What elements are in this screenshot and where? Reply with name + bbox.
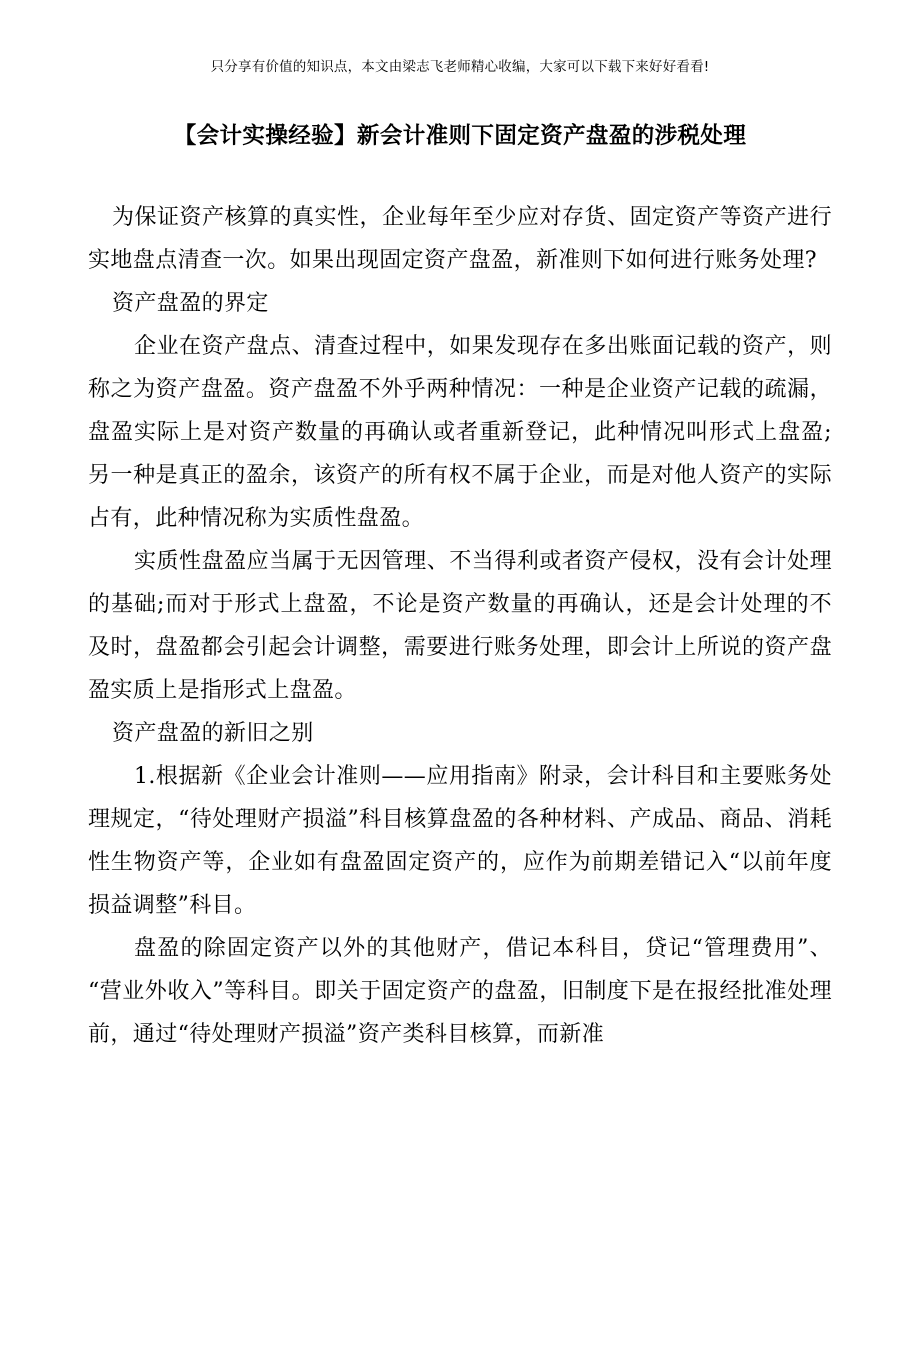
page-title: 【会计实操经验】新会计准则下固定资产盘盈的涉税处理 — [173, 122, 747, 149]
section-subheading: 资产盘盈的界定 — [112, 291, 269, 317]
paragraph: 企业在资产盘点、清查过程中，如果发现存在多出账面记载的资产，则称之为资产盘盈。资产盘盈不外乎两种情况：一种是企业资产记载的疏漏，盘盈实际上是对资产数量的再确认或者重新登记，此种情况叫形式上盘盈;另一种是真正的盈余，该资产的所有权不属于企业，而是对他人资产的实际占有，此种情况称为实质性盘盈。 — [88, 334, 832, 532]
paragraph: 实质性盘盈应当属于无因管理、不当得利或者资产侵权，没有会计处理的基础;而对于形式上盘盈，不论是资产数量的再确认，还是会计处理的不及时，盘盈都会引起会计调整，需要进行账务处理，即会计上所说的资产盘盈实质上是指形式上盘盈。 — [88, 549, 832, 704]
document-page — [0, 58, 920, 1360]
document-body — [88, 196, 832, 1056]
paragraph: 1.根据新《企业会计准则——应用指南》附录，会计科目和主要账务处理规定，“待处理财产损溢”科目核算盘盈的各种材料、产成品、商品、消耗性生物资产等，企业如有盘盈固定资产的，应作为前期差错记入“以前年度损益调整”科目。 — [88, 764, 832, 919]
section-subheading: 资产盘盈的新旧之别 — [112, 721, 314, 747]
page-header-note: 只分享有价值的知识点，本文由梁志飞老师精心收编，大家可以下载下来好好看看! — [210, 59, 710, 75]
paragraph: 为保证资产核算的真实性，企业每年至少应对存货、固定资产等资产进行实地盘点清查一次。如果出现固定资产盘盈，新准则下如何进行账务处理? — [88, 205, 832, 274]
paragraph: 盘盈的除固定资产以外的其他财产，借记本科目，贷记“管理费用”、“营业外收入”等科目。即关于固定资产的盘盈，旧制度下是在报经批准处理前，通过“待处理财产损溢”资产类科目核算，而新准 — [88, 936, 832, 1048]
